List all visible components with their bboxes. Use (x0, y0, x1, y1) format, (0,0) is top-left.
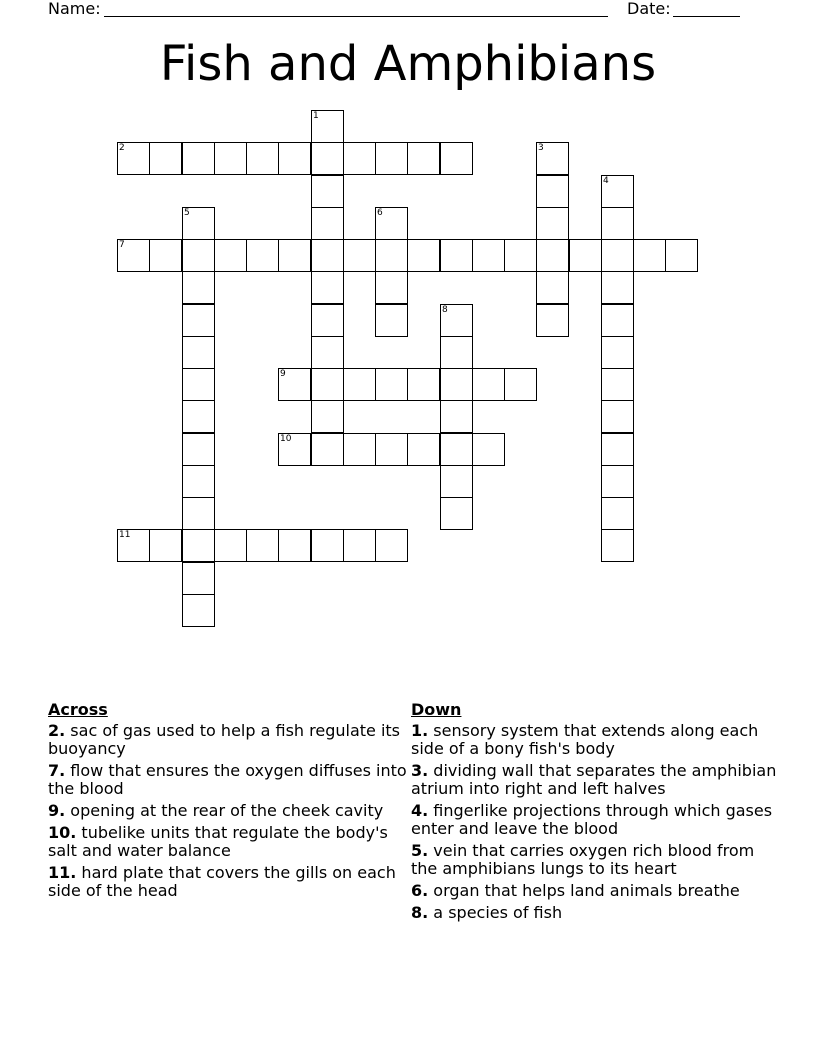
grid-cell[interactable] (375, 207, 408, 240)
down-clue (411, 762, 781, 798)
clue-text: a species of fish (428, 903, 563, 922)
grid-cell[interactable] (182, 529, 215, 562)
clue-text: opening at the rear of the cheek cavity (65, 801, 384, 820)
grid-cell[interactable] (182, 207, 215, 240)
grid-cell[interactable] (440, 239, 473, 272)
grid-cell[interactable] (407, 239, 440, 272)
grid-cell[interactable] (472, 239, 505, 272)
clue-number-label: 6. (411, 881, 429, 900)
down-clue (411, 722, 781, 758)
grid-cell[interactable] (311, 529, 344, 562)
page-title: Fish and Amphibians (159, 36, 657, 92)
grid-cell[interactable] (311, 110, 344, 143)
grid-cell[interactable] (375, 529, 408, 562)
grid-cell[interactable] (343, 142, 376, 175)
across-clues (48, 701, 408, 904)
grid-cell[interactable] (601, 239, 634, 272)
grid-cell[interactable] (182, 142, 215, 175)
clue-text: sac of gas used to help a fish regulate its buoyancy (48, 721, 401, 758)
grid-cell[interactable] (311, 368, 344, 401)
grid-cell[interactable] (117, 142, 150, 175)
clue-text: fingerlike projections through which gases enter and leave the blood (411, 801, 773, 838)
grid-cell[interactable] (311, 142, 344, 175)
grid-cell[interactable] (536, 271, 569, 304)
name-label: Name: (48, 0, 101, 18)
grid-cell[interactable] (569, 239, 602, 272)
grid-cell[interactable] (601, 175, 634, 208)
down-clue (411, 904, 781, 922)
across-heading: Across (48, 700, 108, 719)
grid-cell[interactable] (311, 175, 344, 208)
grid-cell[interactable] (278, 239, 311, 272)
grid-cell[interactable] (440, 465, 473, 498)
grid-cell[interactable] (278, 529, 311, 562)
grid-cell[interactable] (182, 497, 215, 530)
grid-cell[interactable] (117, 529, 150, 562)
clue-text: flow that ensures the oxygen diffuses into the blood (48, 761, 407, 798)
grid-cell[interactable] (504, 368, 537, 401)
clue-text: dividing wall that separates the amphibian atrium into right and left halves (411, 761, 777, 798)
down-heading: Down (411, 700, 462, 719)
grid-cell[interactable] (601, 207, 634, 240)
grid-cell[interactable] (343, 433, 376, 466)
clue-number-label: 5. (411, 841, 429, 860)
grid-cell[interactable] (504, 239, 537, 272)
across-clue (48, 802, 408, 820)
grid-cell[interactable] (311, 400, 344, 433)
across-clue (48, 864, 408, 900)
grid-cell[interactable] (375, 239, 408, 272)
grid-cell[interactable] (343, 368, 376, 401)
clue-number-label: 1. (411, 721, 429, 740)
grid-cell[interactable] (440, 304, 473, 337)
grid-cell[interactable] (633, 239, 666, 272)
grid-cell[interactable] (601, 465, 634, 498)
grid-cell[interactable] (601, 336, 634, 369)
grid-cell[interactable] (343, 529, 376, 562)
grid-cell[interactable] (407, 433, 440, 466)
grid-cell[interactable] (440, 400, 473, 433)
clue-number-label: 3. (411, 761, 429, 780)
grid-cell[interactable] (375, 142, 408, 175)
grid-cell[interactable] (536, 207, 569, 240)
clue-number-label: 10. (48, 823, 77, 842)
clue-text: vein that carries oxygen rich blood from the amphibians lungs to its heart (411, 841, 755, 878)
clue-number: 7 (119, 240, 125, 250)
clue-number-label: 7. (48, 761, 66, 780)
grid-cell[interactable] (214, 142, 247, 175)
date-label: Date: (627, 0, 671, 18)
grid-cell[interactable] (278, 368, 311, 401)
grid-cell[interactable] (246, 239, 279, 272)
down-clue (411, 802, 781, 838)
grid-cell[interactable] (375, 271, 408, 304)
grid-cell[interactable] (440, 368, 473, 401)
grid-cell[interactable] (182, 562, 215, 595)
grid-cell[interactable] (278, 142, 311, 175)
across-clue (48, 722, 408, 758)
grid-cell[interactable] (472, 368, 505, 401)
grid-cell[interactable] (182, 239, 215, 272)
grid-cell[interactable] (601, 400, 634, 433)
clue-number: 5 (184, 208, 190, 218)
clue-number: 9 (280, 369, 286, 379)
clue-text: tubelike units that regulate the body's salt and water balance (48, 823, 388, 860)
grid-cell[interactable] (182, 368, 215, 401)
grid-cell[interactable] (536, 304, 569, 337)
grid-cell[interactable] (536, 142, 569, 175)
grid-cell[interactable] (601, 497, 634, 530)
grid-cell[interactable] (182, 400, 215, 433)
grid-cell[interactable] (343, 239, 376, 272)
grid-cell[interactable] (536, 175, 569, 208)
grid-cell[interactable] (311, 271, 344, 304)
grid-cell[interactable] (311, 433, 344, 466)
grid-cell[interactable] (182, 336, 215, 369)
clue-number-label: 11. (48, 863, 77, 882)
grid-cell[interactable] (472, 433, 505, 466)
grid-cell[interactable] (601, 271, 634, 304)
grid-cell[interactable] (665, 239, 698, 272)
grid-cell[interactable] (246, 529, 279, 562)
grid-cell[interactable] (182, 594, 215, 627)
grid-cell[interactable] (601, 529, 634, 562)
grid-cell[interactable] (407, 142, 440, 175)
grid-cell[interactable] (182, 271, 215, 304)
grid-cell[interactable] (440, 142, 473, 175)
grid-cell[interactable] (375, 368, 408, 401)
grid-cell[interactable] (601, 433, 634, 466)
clue-number-label: 4. (411, 801, 429, 820)
grid-cell[interactable] (182, 433, 215, 466)
down-clue (411, 882, 781, 900)
clue-number: 8 (442, 305, 448, 315)
grid-cell[interactable] (407, 368, 440, 401)
grid-cell[interactable] (246, 142, 279, 175)
clue-number-label: 9. (48, 801, 66, 820)
across-clue (48, 824, 408, 860)
grid-cell[interactable] (149, 142, 182, 175)
across-clue-list (48, 722, 408, 900)
clue-text: organ that helps land animals breathe (428, 881, 740, 900)
grid-cell[interactable] (311, 304, 344, 337)
grid-cell[interactable] (440, 497, 473, 530)
grid-cell[interactable] (311, 336, 344, 369)
clue-number: 11 (119, 530, 131, 540)
grid-cell[interactable] (311, 207, 344, 240)
grid-cell[interactable] (117, 239, 150, 272)
clue-number: 6 (377, 208, 383, 218)
grid-cell[interactable] (440, 433, 473, 466)
grid-cell[interactable] (601, 368, 634, 401)
grid-cell[interactable] (311, 239, 344, 272)
down-clue-list (411, 722, 781, 922)
grid-cell[interactable] (601, 304, 634, 337)
grid-cell[interactable] (182, 465, 215, 498)
grid-cell[interactable] (149, 529, 182, 562)
grid-cell[interactable] (440, 336, 473, 369)
grid-cell[interactable] (149, 239, 182, 272)
grid-cell[interactable] (182, 304, 215, 337)
clue-number: 2 (119, 143, 125, 153)
grid-cell[interactable] (278, 433, 311, 466)
clue-number: 10 (280, 434, 292, 444)
down-clue (411, 842, 781, 878)
clue-number-label: 2. (48, 721, 66, 740)
clue-number: 1 (313, 111, 319, 121)
grid-cell[interactable] (375, 304, 408, 337)
clue-text: sensory system that extends along each side of a bony fish's body (411, 721, 759, 758)
clue-number-label: 8. (411, 903, 429, 922)
grid-cell[interactable] (375, 433, 408, 466)
grid-cell[interactable] (536, 239, 569, 272)
grid-cell[interactable] (214, 529, 247, 562)
grid-cell[interactable] (214, 239, 247, 272)
clue-number: 4 (603, 176, 609, 186)
clue-text: hard plate that covers the gills on each side of the head (48, 863, 396, 900)
across-clue (48, 762, 408, 798)
down-clues (411, 701, 781, 926)
clue-number: 3 (538, 143, 544, 153)
